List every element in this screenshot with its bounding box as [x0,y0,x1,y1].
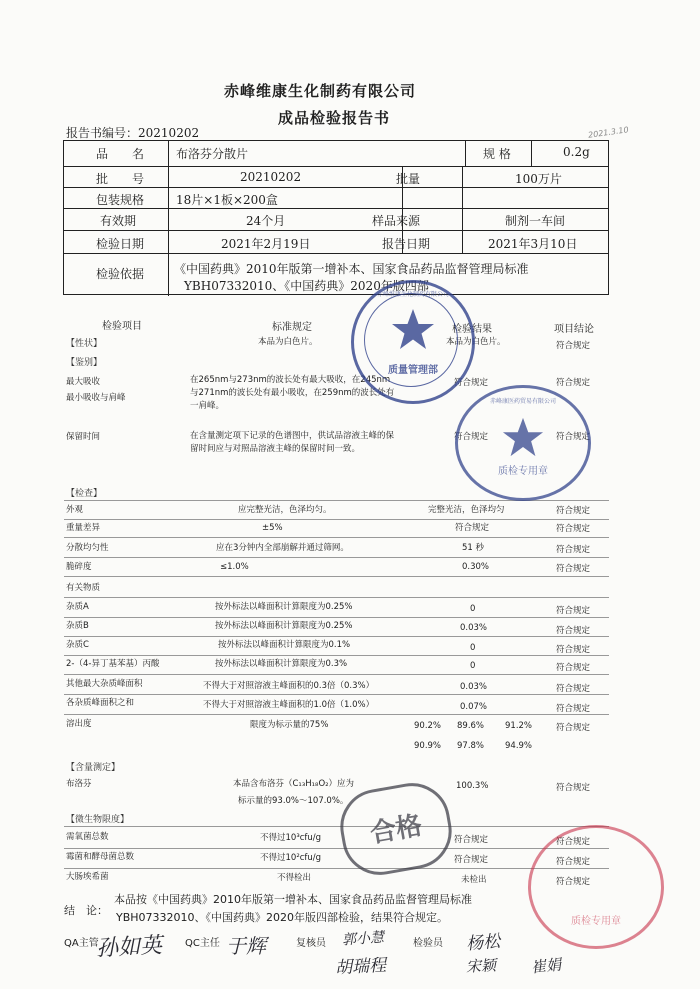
appearance-standard: 本品为白色片。 [258,337,318,347]
inspector-signature-2: 宋颖 [465,956,497,976]
dispersion-conclusion: 符合规定 [556,545,591,555]
dissolution-result-6: 94.9% [505,741,533,751]
appearance-result: 本品为白色片。 [446,337,506,347]
acid-standard: 按外标法以峰面积计算限度为0.3% [215,659,348,669]
other-max-result: 0.03% [460,682,488,692]
impurity-b-conclusion: 符合规定 [556,626,591,636]
red-qc-stamp [528,825,664,949]
report-number-row [66,124,199,141]
batch-number: 20210202 [240,170,302,184]
qc-label: QC主任 [185,938,220,949]
company-name: 赤峰维康生化制药有限公司 [224,82,417,100]
other-max-conclusion: 符合规定 [556,684,591,694]
batch-label: 批 号 [96,172,145,186]
dissolution-result-3: 91.2% [505,721,533,731]
col-conclusion: 项目结论 [554,324,594,335]
e-coli-result: 未检出 [461,875,487,885]
aerobic-conclusion: 符合规定 [556,837,591,847]
report-date: 2021年3月10日 [488,237,578,251]
acid-result: 0 [470,661,476,671]
col-result: 检验结果 [452,324,492,335]
ibuprofen-conclusion: 符合规定 [556,783,591,793]
source-value: 制剂一车间 [505,214,566,228]
item-appearance: 外观 [66,505,84,515]
batch-qty: 100万片 [515,172,562,186]
dissolution-result-5: 97.8% [457,741,485,751]
ibuprofen-result: 100.3% [456,781,489,791]
inspect-date-label: 检验日期 [96,237,145,251]
weight-result: 符合规定 [455,523,490,533]
inspector-label: 检验员 [413,938,443,949]
item-weight-variation: 重量差异 [66,523,101,533]
pass-stamp-text: 合格 [367,810,425,850]
friability-conclusion: 符合规定 [556,564,591,574]
item-related-substances: 有关物质 [66,583,101,593]
report-date-label: 报告日期 [382,237,431,251]
item-impurity-a: 杂质A [66,602,89,612]
impurity-sum-standard: 不得大于对照溶液主峰面积的1.0倍（1.0%） [203,700,375,710]
report-number-label: 报告书编号： [66,126,139,140]
item-isobutylphenyl-propionic-acid: 2-（4-异丁基苯基）丙酸 [66,659,160,669]
handwritten-date-note: 2021.3.10 [587,125,630,140]
uv-result: 符合规定 [454,378,489,388]
trade-company-stamp [455,385,591,501]
item-e-coli: 大肠埃希菌 [66,872,109,882]
dissolution-result-4: 90.9% [414,741,442,751]
other-max-standard: 不得大于对照溶液主峰面积的0.3倍（0.3%） [203,681,375,691]
product-name: 布洛芬分散片 [176,147,249,161]
spec-label: 规 格 [483,147,511,161]
acid-conclusion: 符合规定 [556,663,591,673]
item-ibuprofen: 布洛芬 [66,779,92,789]
section-microbial: 【微生物限度】 [66,815,130,825]
e-coli-conclusion: 符合规定 [556,877,591,887]
dissolution-conclusion: 符合规定 [556,723,591,733]
package-spec: 18片×1板×200盒 [176,193,278,207]
col-item: 检验项目 [102,321,142,332]
e-coli-standard: 不得检出 [277,873,312,883]
section-appearance: 【性状】 [66,339,103,349]
inspect-date: 2021年2月19日 [221,237,311,251]
rt-result: 符合规定 [454,432,489,442]
item-min-absorption: 最小吸收与肩峰 [66,393,126,403]
validity-value: 24个月 [246,214,286,228]
item-mold-yeast: 霉菌和酵母菌总数 [66,852,135,862]
report-number: 20210202 [138,126,200,140]
item-other-max-impurity: 其他最大杂质峰面积 [66,679,143,689]
rt-conclusion: 符合规定 [556,432,591,442]
ibuprofen-standard-2: 标示量的93.0%～107.0%。 [238,796,349,806]
inspector-signature-3: 崔娟 [530,955,562,977]
qa-signature: 孙如英 [95,933,163,962]
impurity-c-standard: 按外标法以峰面积计算限度为0.1% [218,640,351,650]
impurity-sum-conclusion: 符合规定 [556,704,591,714]
item-dissolution: 溶出度 [66,719,92,729]
qc-signature: 于辉 [226,934,266,958]
batch-qty-label: 批量 [396,172,421,186]
rt-standard: 在含量测定项下记录的色谱图中，供试品溶液主峰的保留时间应与对照品溶液主峰的保留时间一致。 [190,431,395,454]
qa-label: QA主管 [64,938,99,949]
impurity-b-result: 0.03% [460,623,488,633]
conclusion-line2: YBH07332010、《中国药典》2020年版四部检验，结果符合规定。 [116,911,449,924]
basis-label: 检验依据 [96,267,145,281]
star-icon [390,307,436,351]
dissolution-result-2: 89.6% [457,721,485,731]
reviewer-signature-1: 郭小慧 [341,929,385,949]
look-result: 完整光洁，色泽均匀 [428,505,505,515]
section-assay: 【含量测定】 [66,763,121,773]
product-label: 品 名 [96,147,145,161]
star-icon [501,416,545,458]
aerobic-result: 符合规定 [454,835,489,845]
pass-stamp [334,777,457,881]
impurity-b-standard: 按外标法以峰面积计算限度为0.25% [215,621,353,631]
quality-dept-stamp-ring: 赤峰维康生化制药有限公司 [376,291,449,298]
section-identification: 【鉴别】 [66,358,103,368]
friability-standard: ≤1.0% [220,562,249,572]
dispersion-standard: 应在3分钟内全部崩解并通过筛网。 [216,543,349,553]
mold-conclusion: 符合规定 [556,857,591,867]
uv-standard: 在265nm与273nm的波长处有最大吸收，在245nm与271nm的波长处有最小吸收，在259nm的波长处有一肩峰。 [190,375,395,411]
appearance-conclusion: 符合规定 [556,341,591,351]
dispersion-result: 51 秒 [462,543,485,553]
look-standard: 应完整光洁，色泽均匀。 [238,505,332,515]
item-dispersion: 分散均匀性 [66,543,109,553]
package-label: 包装规格 [96,193,145,207]
trade-company-stamp-ring: 赤峰康医药贸易有限公司 [489,398,556,405]
conclusion-label: 结 论： [64,904,108,917]
trade-company-stamp-text: 质检专用章 [498,466,548,477]
item-friability: 脆碎度 [66,562,92,572]
mold-result: 符合规定 [454,855,489,865]
inspector-signature-1: 杨松 [465,931,502,955]
uv-conclusion: 符合规定 [556,378,591,388]
quality-dept-stamp-text: 质量管理部 [388,365,438,376]
item-max-absorption: 最大吸收 [66,377,101,387]
validity-label: 有效期 [100,214,137,228]
col-standard: 标准规定 [272,322,312,333]
mold-standard: 不得过10²cfu/g [260,853,322,863]
item-aerobic-count: 需氧菌总数 [66,832,109,842]
look-conclusion: 符合规定 [556,506,591,516]
basis-line2: YBH07332010、《中国药典》2020年版四部 [184,279,429,293]
item-impurity-sum: 各杂质峰面积之和 [66,698,135,708]
weight-standard: ±5% [262,523,283,533]
dissolution-result-1: 90.2% [414,721,442,731]
ibuprofen-standard-1: 本品含布洛芬（C₁₃H₁₈O₂）应为 [233,779,355,789]
section-check: 【检查】 [66,489,103,499]
red-qc-stamp-text: 质检专用章 [571,916,621,927]
spec-value: 0.2g [563,145,590,159]
aerobic-standard: 不得过10³cfu/g [260,833,322,843]
impurity-a-standard: 按外标法以峰面积计算限度为0.25% [215,602,353,612]
impurity-c-result: 0 [470,643,476,653]
impurity-sum-result: 0.07% [460,702,488,712]
impurity-c-conclusion: 符合规定 [556,645,591,655]
source-label: 样品来源 [372,214,421,228]
impurity-a-result: 0 [470,604,476,614]
reviewer-signature-2: 胡瑞程 [334,955,387,979]
item-impurity-b: 杂质B [66,621,89,631]
quality-dept-stamp [351,280,475,404]
impurity-a-conclusion: 符合规定 [556,606,591,616]
basis-line1: 《中国药典》2010年版第一增补本、国家食品药品监督管理局标准 [174,262,529,276]
document-title: 成品检验报告书 [278,109,391,127]
conclusion-line1: 本品按《中国药典》2010年版第一增补本、国家食品药品监督管理局标准 [114,893,472,906]
reviewer-label: 复核员 [296,938,326,949]
item-retention-time: 保留时间 [66,432,101,442]
weight-conclusion: 符合规定 [556,524,591,534]
item-impurity-c: 杂质C [66,640,89,650]
friability-result: 0.30% [462,562,490,572]
dissolution-standard: 限度为标示量的75% [250,720,329,730]
